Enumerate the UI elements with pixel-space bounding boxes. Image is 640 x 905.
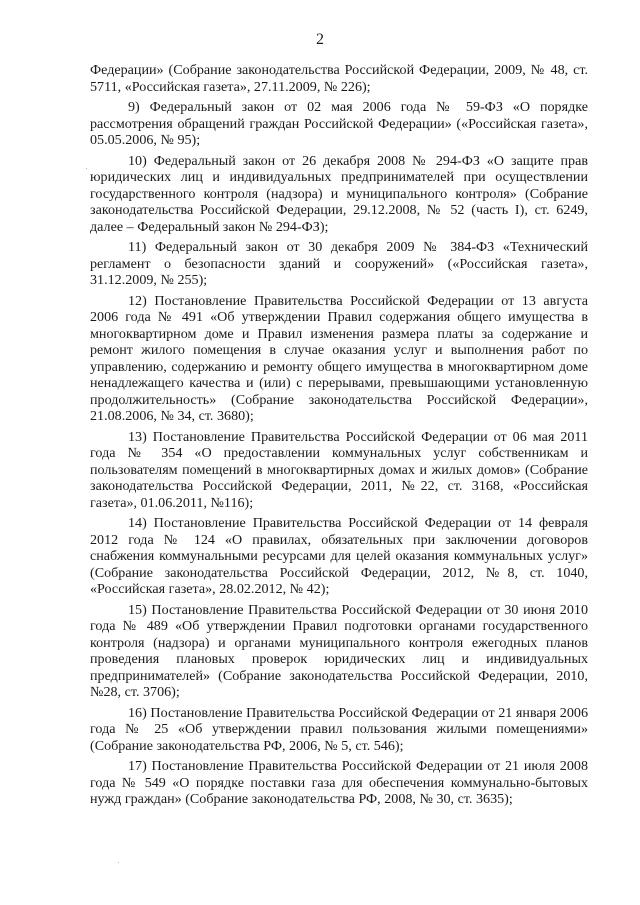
list-item-14: 14) Постановление Правительства Российской Федерации от 14 февраля 2012 года № 124 «О правилах, обязательных при заключении договоров снабжения коммунальными ресурсами для целей оказания коммунальных услуг» (Собрание законодательства Российской Федерации, 2012, №8, ст. 1040, «Российская газета», 28.02.2012, № 42); (90, 515, 588, 597)
page-number: 2 (316, 31, 324, 48)
scan-speck (86, 168, 87, 169)
scan-speck (118, 862, 119, 863)
list-item-17: 17) Постановление Правительства Российской Федерации от 21 июля 2008 года № 549 «О порядке поставки газа для обеспечения коммунально-бытовых нужд граждан» (Собрание законодательства РФ, 2008, № 30, ст. 3635); (90, 758, 588, 807)
list-item-9: 9) Федеральный закон от 02 мая 2006 года № 59-ФЗ «О порядке рассмотрения обращений граждан Российской Федерации» («Российская газета», 05.05.2006, № 95); (90, 99, 588, 148)
list-item-12: 12) Постановление Правительства Российской Федерации от 13 августа 2006 года № 491 «Об утверждении Правил содержания общего имущества в многоквартирном доме и Правил изменения размера платы за содержание и ремонт жилого помещения в случае оказания услуг и выполнения работ по управлению, содержанию и ремонту общего имущества в многоквартирном доме ненадлежащего качества и (или) с перерывами, превышающими установленную продолжительность» (Собрание законодательства Российской Федерации», 21.08.2006, № 34, ст. 3680); (90, 292, 588, 424)
list-item-10: 10) Федеральный закон от 26 декабря 2008 № 294-ФЗ «О защите прав юридических лиц и индивидуальных предпринимателей при осуществлении государственного контроля (надзора) и муниципального контроля» (Собрание законодательства Российской Федерации, 29.12.2008, № 52 (часть I), ст. 6249, далее – Федеральный закон № 294-ФЗ); (90, 152, 588, 235)
paragraph-continuation: Федерации» (Собрание законодательства Российской Федерации, 2009, № 48, ст. 5711, «Российская газета», 27.11.2009, № 226); (90, 62, 588, 95)
list-item-15: 15) Постановление Правительства Российской Федерации от 30 июня 2010 года № 489 «Об утверждении Правил подготовки органами государственного контроля (надзора) и органами муниципального контроля ежегодных планов проведения плановых проверок юридических лиц и индивидуальных предпринимателей» (Собрание законодательства Российской Федерации, 2010, №28, ст. 3706); (90, 601, 588, 700)
list-item-13: 13) Постановление Правительства Российской Федерации от 06 мая 2011 года № 354 «О предоставлении коммунальных услуг собственникам и пользователям помещений в многоквартирных домах и жилых домов» (Собрание законодательства Российской Федерации, 2011, №22, ст. 3168, «Российская газета», 01.06.2011, №116); (90, 428, 588, 511)
list-item-11: 11) Федеральный закон от 30 декабря 2009 № 384-ФЗ «Технический регламент о безопасности зданий и сооружений» («Российская газета», 31.12.2009, № 255); (90, 239, 588, 288)
list-item-16: 16) Постановление Правительства Российской Федерации от 21 января 2006 года № 25 «Об утверждении правил пользования жилыми помещениями» (Собрание законодательства РФ, 2006, № 5, ст. 546); (90, 704, 588, 754)
document-body (90, 62, 588, 812)
